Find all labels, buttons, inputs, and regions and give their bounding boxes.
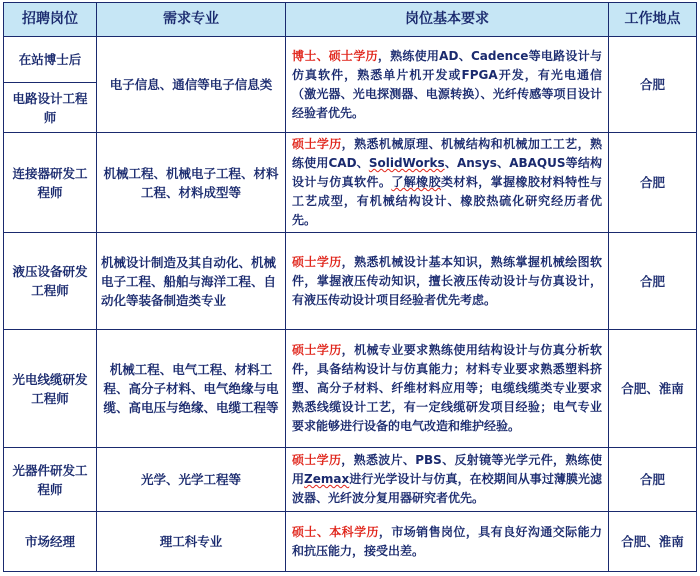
- table-row: [4, 133, 697, 233]
- major-cell: 理工科专业: [97, 512, 286, 572]
- requirements-text: ，熟悉机械原理、机械结构和机械加工工艺，熟练使用CAD、: [292, 137, 602, 170]
- position-cell: 连接器研发工程师: [4, 133, 97, 233]
- requirements-text: 、Ansys、ABAQUS等结构设计与仿真软件。: [292, 156, 602, 189]
- header-location: 工作地点: [609, 3, 697, 37]
- position-cell: 光电线缆研发工程师: [4, 330, 97, 448]
- location-cell: 合肥: [609, 448, 697, 512]
- requirements-underlined-text: SolidWorks: [368, 156, 445, 170]
- position-cell: 光器件研发工程师: [4, 448, 97, 512]
- degree-text: 硕士学历: [292, 254, 342, 269]
- requirements-text: ，熟悉机械设计基本知识，熟练掌握机械绘图软件，掌握液压传动知识，擅长液压传动设计与仿真设计，有液压传动设计项目经验者优先考虑。: [292, 254, 602, 307]
- requirements-text: ，机械专业要求熟练使用结构设计与仿真分析软件，具备结构设计与仿真能力；材料专业要求熟悉塑料挤塑、高分子材料、纤维材料应用等；电缆线缆类专业要求熟悉线缆设计工艺，有一定线缆研发项目经验；电气专业要求能够进行设备的电气改造和维护经验。: [292, 343, 602, 433]
- requirements-cell: [286, 37, 609, 133]
- location-cell: 合肥: [609, 133, 697, 233]
- location-cell: 合肥: [609, 37, 697, 133]
- degree-text: 硕士学历: [292, 137, 342, 151]
- major-cell: 机械工程、机械电子工程、材料工程、材料成型等: [97, 133, 286, 233]
- major-cell: 电子信息、通信等电子信息类: [97, 37, 286, 133]
- major-cell: 机械工程、电气工程、材料工程、高分子材料、电气绝缘与电缆、高电压与绝缘、电缆工程等: [97, 330, 286, 448]
- requirements-text: ，市场销售岗位，具有良好沟通交际能力和抗压能力，接受出差。: [292, 524, 602, 558]
- location-cell: 合肥、淮南: [609, 512, 697, 572]
- degree-text: 硕士学历: [292, 343, 342, 357]
- requirements-text: 进行光学设计与仿真，在校期间从事过薄膜光滤波器、光纤波分复用器研究者优先。: [292, 472, 602, 505]
- position-cell: 市场经理: [4, 512, 97, 572]
- position-cell: 液压设备研发工程师: [4, 233, 97, 330]
- degree-text: 博士、硕士学历: [292, 48, 378, 63]
- table-row: [4, 37, 697, 83]
- degree-text: 硕士、本科学历: [292, 524, 379, 539]
- header-requirements: 岗位基本要求: [286, 3, 609, 37]
- requirements-text: 类材料，掌握橡胶材料特性与工艺成型，有机械结构设计、橡胶热硫化研究经历者优先。: [292, 175, 602, 227]
- requirements-cell: [286, 330, 609, 448]
- position-cell: 电路设计工程师: [4, 83, 97, 133]
- requirements-underlined-text: Zemax: [304, 472, 350, 486]
- major-cell: 光学、光学工程等: [97, 448, 286, 512]
- table-row: [4, 448, 697, 512]
- location-cell: 合肥: [609, 233, 697, 330]
- table-row: [4, 233, 697, 330]
- header-major: 需求专业: [97, 3, 286, 37]
- requirements-text: ，熟悉波片、PBS、反射镜等光学元件，熟练使用: [292, 453, 602, 486]
- table-row: [4, 330, 697, 448]
- requirements-text: ，熟练使用AD、Cadence等电路设计与仿真软件，熟悉单片机开发或FPGA开发，有光电通信（激光器、光电探测器、电源转换）、光纤传感等项目设计经验者优先。: [292, 48, 602, 120]
- header-position: 招聘岗位: [4, 3, 97, 37]
- recruitment-table: [3, 2, 697, 572]
- requirements-cell: [286, 233, 609, 330]
- location-cell: 合肥、淮南: [609, 330, 697, 448]
- requirements-cell: [286, 448, 609, 512]
- table-row: [4, 512, 697, 572]
- position-cell: 在站博士后: [4, 37, 97, 83]
- requirements-cell: [286, 512, 609, 572]
- requirements-cell: [286, 133, 609, 233]
- major-cell: 机械设计制造及其自动化、机械电子工程、船舶与海洋工程、自动化等装备制造类专业: [97, 233, 286, 330]
- requirements-underlined-text: 了解橡胶: [391, 175, 441, 189]
- degree-text: 硕士学历: [292, 453, 342, 467]
- table-header-row: [4, 3, 697, 37]
